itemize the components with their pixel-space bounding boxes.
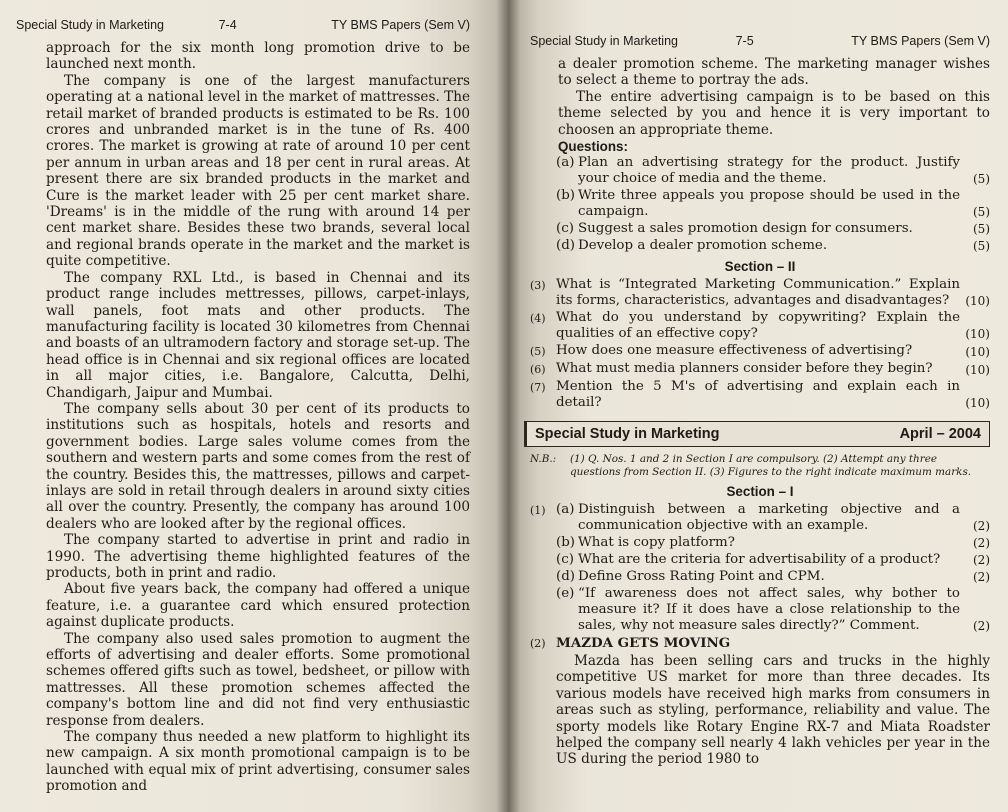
question-letter: (c) <box>556 221 574 237</box>
question-item <box>530 361 990 378</box>
question-item <box>530 188 990 220</box>
right-page-header <box>530 34 990 48</box>
question-letter: (c) <box>556 552 574 568</box>
right-page-number: 7-5 <box>735 34 754 48</box>
question-text: Develop a dealer promotion scheme. <box>578 238 828 254</box>
paragraph: The company thus needed a new platform to highlight its new campaign. A six month promotional campaign is to be launched with equal mix of print advertising, consumer sales promotion and <box>46 729 470 795</box>
question-marks: (5) <box>973 205 990 220</box>
question-text: What is copy platform? <box>578 535 735 551</box>
section-heading: Section – II <box>724 259 796 275</box>
right-header-book: TY BMS Papers (Sem V) <box>851 34 990 48</box>
question-letter: (b) <box>556 188 576 204</box>
paragraph: About five years back, the company had offered a unique feature, i.e. a guarantee card which ensured protection against duplicate products. <box>46 581 470 631</box>
question-number: (6) <box>530 363 546 377</box>
question-text: Define Gross Rating Point and CPM. <box>578 569 825 585</box>
question-marks: (2) <box>973 570 990 585</box>
question-marks: (10) <box>965 327 990 342</box>
question-item <box>530 238 990 254</box>
question-item <box>530 586 990 634</box>
exam-title: Special Study in Marketing <box>535 426 720 443</box>
question-text: How does one measure effectiveness of advertising? <box>556 343 913 359</box>
paragraph: The company started to advertise in print and radio in 1990. The advertising theme highlighted features of the products, both in print and radio. <box>46 532 470 581</box>
question-marks: (10) <box>965 345 990 360</box>
question-number: (5) <box>530 345 546 359</box>
exam-banner <box>524 421 990 447</box>
questions-label: Questions: <box>558 139 628 155</box>
question-item <box>530 379 990 411</box>
right-header-title: Special Study in Marketing <box>530 34 678 48</box>
question-text: What must media planners consider before they begin? <box>556 361 933 377</box>
question-letter: (a) <box>556 502 575 518</box>
question-text: What is “Integrated Marketing Communication.” Explain its forms, characteristics, advantages and disadvantages? <box>556 277 960 309</box>
question-letter: (d) <box>556 238 576 254</box>
question-text: Distinguish between a marketing objective and a communication objective with an example. <box>578 502 960 534</box>
question-letter: (a) <box>556 155 575 171</box>
paragraph: The company also used sales promotion to augment the efforts of advertising and dealer efforts. Some promotional schemes offered gifts such as towel, bedsheet, or pillow with mattresses. All these promotion schemes affected the company's bottom line and did not find very enthusiastic response from dealers. <box>46 630 470 729</box>
question-item <box>530 569 990 585</box>
paragraph: Mazda has been selling cars and trucks in the highly competitive US market for more than three decades. Its various models have received high marks from consumers in areas such as styling, performance, reliability and value. The sporty models like Rotary Engine RX-7 and Miata Roadster helped the company sell nearly 4 lakh vehicles per year in the US during the period 1980 to <box>556 653 990 768</box>
question-marks: (10) <box>965 363 990 378</box>
question-number: (7) <box>530 381 546 395</box>
question-text: Suggest a sales promotion design for consumers. <box>578 221 913 237</box>
question-number: (3) <box>530 279 546 293</box>
question-item <box>530 635 990 652</box>
question-letter: (d) <box>556 569 576 585</box>
question-number: (1) <box>530 504 546 518</box>
paragraph: approach for the six month long promotion drive to be launched next month. <box>46 40 470 73</box>
question-marks: (2) <box>973 553 990 568</box>
question-text: What do you understand by copywriting? Explain the qualities of an effective copy? <box>556 310 960 342</box>
left-header-book: TY BMS Papers (Sem V) <box>331 18 470 32</box>
section-heading: Section – I <box>726 484 794 500</box>
paragraph: The company RXL Ltd., is based in Chennai and its product range includes mettresses, pillows, carpet-inlays, wall panels, foot mats and other products. The manufacturing facility is located 30 kilometres from Chennai and boasts of an ultramodern factory and storage set-up. The head office is in Chennai and six regional offices are located in all major cities, i.e. Bangalore, Calcutta, Delhi, Chandigarh, Jaipur and Mumbai. <box>46 269 471 401</box>
question-item <box>530 155 990 187</box>
question-marks: (5) <box>973 172 990 187</box>
paragraph: The company is one of the largest manufacturers operating at a national level in the market of mattresses. The retail market of branded products is estimated to be Rs. 100 crores and unbranded market is in the tune of Rs. 400 crores. The market is growing at rate of around 10 per cent per annum in urban areas and 18 per cent in rural areas. At present there are six branded products in the market and Cure is the market leader with 25 per cent market share. 'Dreams' is in the middle of the rung with around 14 per cent market share. Besides these two brands, several local and regional brands operate in the market and the market is quite competitive. <box>46 72 470 270</box>
question-letter: (b) <box>556 535 576 551</box>
paragraph: a dealer promotion scheme. The marketing manager wishes to select a theme to portray the ads. <box>558 56 990 89</box>
question-item <box>530 535 990 551</box>
question-number: (4) <box>530 312 546 326</box>
question-marks: (2) <box>973 619 990 634</box>
question-text: What are the criteria for advertisability of a product? <box>578 552 941 568</box>
question-marks: (2) <box>973 519 990 534</box>
question-text: Plan an advertising strategy for the product. Justify your choice of media and the theme. <box>578 155 960 187</box>
question-marks: (5) <box>973 222 990 237</box>
instructions-note <box>530 453 990 479</box>
paragraph: The company sells about 30 per cent of its products to institutions such as hospitals, hotels and resorts and government bodies. Large sales volume comes from the southern and western parts and some comes from the rest of the country. Besides this, the mattresses, pillows and carpet-inlays are sold in retail through dealers in around sixty cities all over the country. Presently, the company has around 100 dealers who are looked after by the regional offices. <box>46 400 470 532</box>
note-text: (1) Q. Nos. 1 and 2 in Section I are compulsory. (2) Attempt any three questions from Section II. (3) Figures to the right indicate maximum marks. <box>570 453 972 479</box>
question-marks: (10) <box>965 294 990 309</box>
left-header-title: Special Study in Marketing <box>16 18 164 32</box>
question-text: Mention the 5 M's of advertising and explain each in detail? <box>556 379 960 411</box>
question-item <box>530 502 990 534</box>
question-number: (2) <box>530 637 546 651</box>
question-text: Write three appeals you propose should be used in the campaign. <box>578 188 960 220</box>
question-item <box>530 552 990 568</box>
left-page-number: 7-4 <box>218 18 237 32</box>
question-item <box>530 221 990 237</box>
note-label: N.B.: <box>530 453 557 466</box>
question-text: “If awareness does not affect sales, why bother to measure it? If it does have a close relationship to the sales, why not measure sales directly?” Comment. <box>578 586 960 634</box>
exam-date: April – 2004 <box>899 426 981 443</box>
question-marks: (5) <box>973 239 990 254</box>
question-item <box>530 343 990 360</box>
question-item <box>530 277 990 309</box>
question-marks: (10) <box>965 396 990 411</box>
paragraph: The entire advertising campaign is to be based on this theme selected by you and hence it is very important to choosen an appropriate theme. <box>558 88 990 138</box>
right-page <box>508 0 1008 812</box>
question-item <box>530 310 990 342</box>
question-letter: (e) <box>556 586 575 602</box>
case-title: MAZDA GETS MOVING <box>556 635 731 652</box>
left-page-header <box>16 18 470 32</box>
question-marks: (2) <box>973 536 990 551</box>
